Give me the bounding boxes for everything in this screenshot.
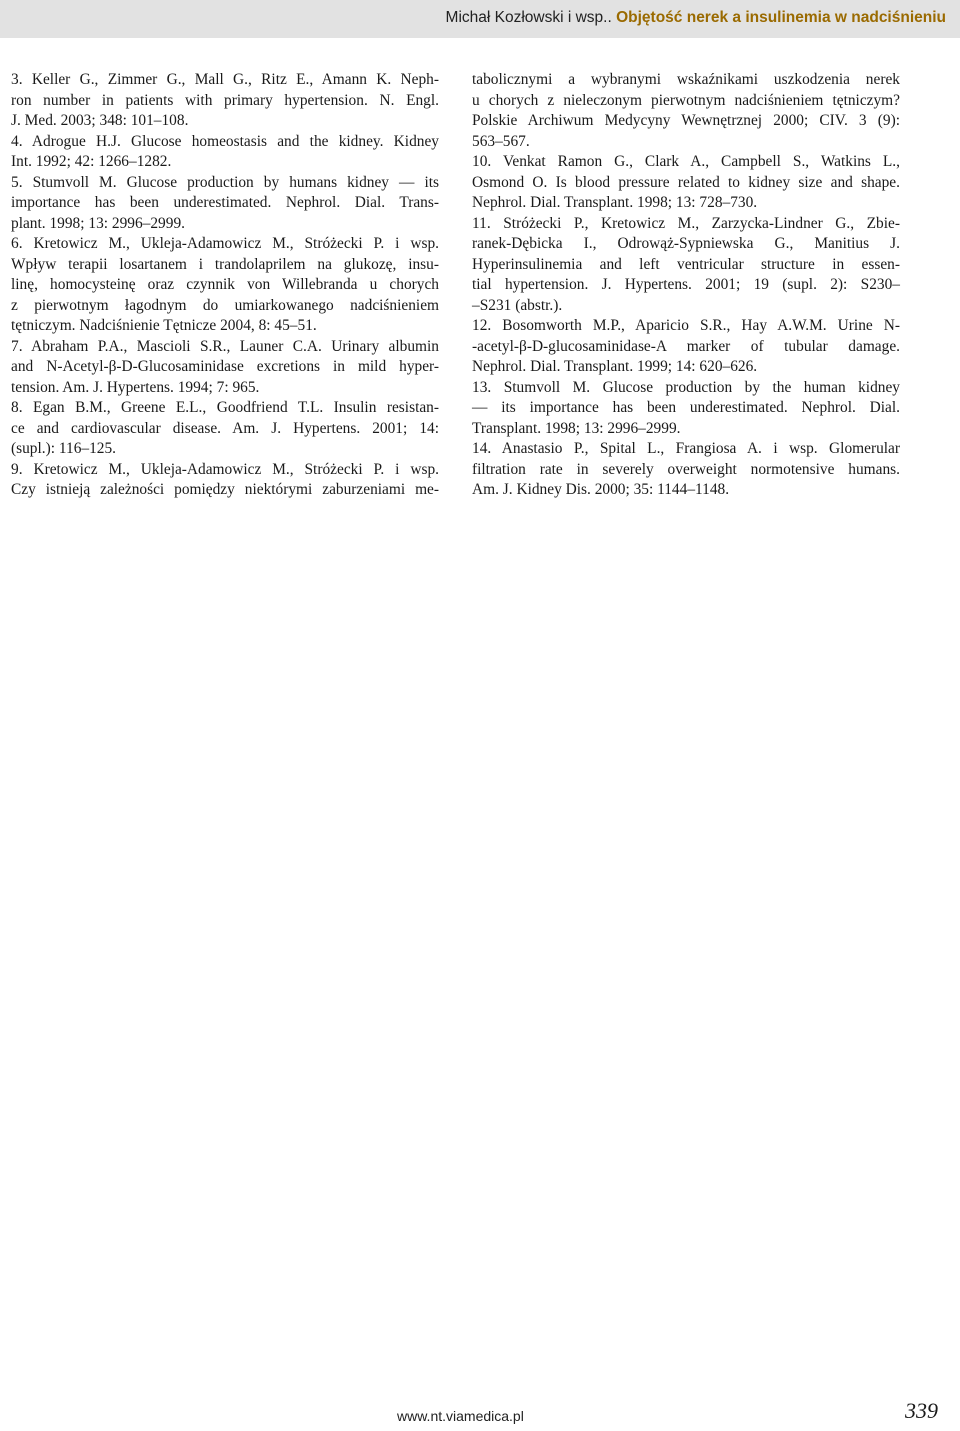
reference-line: u chorych z nieleczonym pierwotnym nadciśnieniem tętniczym? bbox=[472, 91, 900, 109]
reference-line: 8. Egan B.M., Greene E.L., Goodfriend T.L. Insulin resistan- bbox=[11, 399, 439, 416]
reference-line: ranek-Dębicka I., Odrowąż-Sypniewska G., Manitius J. bbox=[472, 235, 900, 252]
reference-line: 563–567. bbox=[472, 132, 530, 150]
reference-line: –S231 (abstr.). bbox=[472, 296, 563, 314]
reference-line: J. Med. 2003; 348: 101–108. bbox=[11, 112, 189, 129]
reference-line: 10. Venkat Ramon G., Clark A., Campbell S., Watkins L., bbox=[472, 153, 900, 170]
header-authors: Michał Kozłowski i wsp. bbox=[445, 9, 608, 26]
journal-url-link[interactable]: www.nt.viamedica.pl bbox=[397, 1408, 524, 1424]
reference-line: tial hypertension. J. Hypertens. 2001; 19 (supl. 2): S230– bbox=[472, 276, 900, 293]
references-right-column bbox=[472, 70, 900, 501]
reference-line: Czy istnieją zależności pomiędzy niektórymi zaburzeniami me- bbox=[11, 481, 439, 498]
reference-line: 6. Kretowicz M., Ukleja-Adamowicz M., Stróżecki P. i wsp. bbox=[11, 235, 439, 252]
running-header-text: Michał Kozłowski i wsp.. Objętość nerek a insulinemia w nadciśnieniu bbox=[445, 9, 946, 26]
reference-line: filtration rate in severely overweight normotensive humans. bbox=[472, 460, 900, 478]
reference-line: Wpływ terapii losartanem i trandolaprilem na glukozę, insu- bbox=[11, 255, 439, 273]
reference-line: ce and cardiovascular disease. Am. J. Hypertens. 2001; 14: bbox=[11, 419, 439, 437]
reference-line: 11. Stróżecki P., Kretowicz M., Zarzycka-Lindner G., Zbie- bbox=[472, 214, 900, 232]
reference-line: Am. J. Kidney Dis. 2000; 35: 1144–1148. bbox=[472, 481, 730, 498]
reference-line: and N-Acetyl-β-D-Glucosaminidase excretions in mild hyper- bbox=[11, 358, 439, 375]
reference-line: Nephrol. Dial. Transplant. 1999; 14: 620–626. bbox=[472, 358, 758, 375]
reference-line: importance has been underestimated. Nephrol. Dial. Trans- bbox=[11, 194, 439, 211]
reference-line: tabolicznymi a wybranymi wskaźnikami uszkodzenia nerek bbox=[472, 71, 900, 88]
page-number: 339 bbox=[905, 1398, 938, 1423]
reference-line: -acetyl-β-D-glucosaminidase-A marker of tubular damage. bbox=[472, 337, 900, 355]
header-title: Objętość nerek a insulinemia w nadciśnieniu bbox=[616, 9, 946, 26]
reference-line: Osmond O. Is blood pressure related to kidney size and shape. bbox=[472, 173, 900, 191]
reference-line: ron number in patients with primary hypertension. N. Engl. bbox=[11, 91, 439, 109]
reference-line: linę, homocysteinę oraz czynnik von Willebranda u chorych bbox=[11, 276, 439, 293]
reference-line: plant. 1998; 13: 2996–2999. bbox=[11, 214, 185, 232]
reference-line: Hyperinsulinemia and left ventricular structure in essen- bbox=[472, 255, 900, 273]
reference-line: 12. Bosomworth M.P., Aparicio S.R., Hay A.W.M. Urine N- bbox=[472, 317, 900, 334]
reference-line: — its importance has been underestimated. Nephrol. Dial. bbox=[472, 399, 900, 416]
reference-line: 13. Stumvoll M. Glucose production by the human kidney bbox=[472, 378, 900, 396]
reference-line: 14. Anastasio P., Spital L., Frangiosa A. i wsp. Glomerular bbox=[472, 440, 900, 457]
reference-line: 9. Kretowicz M., Ukleja-Adamowicz M., Stróżecki P. i wsp. bbox=[11, 460, 439, 478]
reference-line: 3. Keller G., Zimmer G., Mall G., Ritz E., Amann K. Neph- bbox=[11, 71, 439, 88]
reference-line: 5. Stumvoll M. Glucose production by humans kidney — its bbox=[11, 173, 439, 191]
reference-line: 7. Abraham P.A., Mascioli S.R., Launer C.A. Urinary albumin bbox=[11, 337, 439, 355]
reference-line: Transplant. 1998; 13: 2996–2999. bbox=[472, 419, 681, 437]
reference-line: tętniczym. Nadciśnienie Tętnicze 2004, 8: 45–51. bbox=[11, 317, 317, 334]
reference-line: Polskie Archiwum Medycyny Wewnętrznej 2000; CIV. 3 (9): bbox=[472, 112, 900, 129]
references-left-column bbox=[11, 70, 439, 501]
reference-line: Int. 1992; 42: 1266–1282. bbox=[11, 153, 172, 170]
running-header bbox=[0, 0, 960, 38]
reference-line: 4. Adrogue H.J. Glucose homeostasis and the kidney. Kidney bbox=[11, 132, 439, 150]
reference-line: Nephrol. Dial. Transplant. 1998; 13: 728–730. bbox=[472, 194, 758, 211]
reference-line: (supl.): 116–125. bbox=[11, 440, 117, 457]
reference-line: z pierwotnym łagodnym do umiarkowanego nadciśnieniem bbox=[11, 296, 439, 314]
reference-line: tension. Am. J. Hypertens. 1994; 7: 965. bbox=[11, 378, 260, 396]
